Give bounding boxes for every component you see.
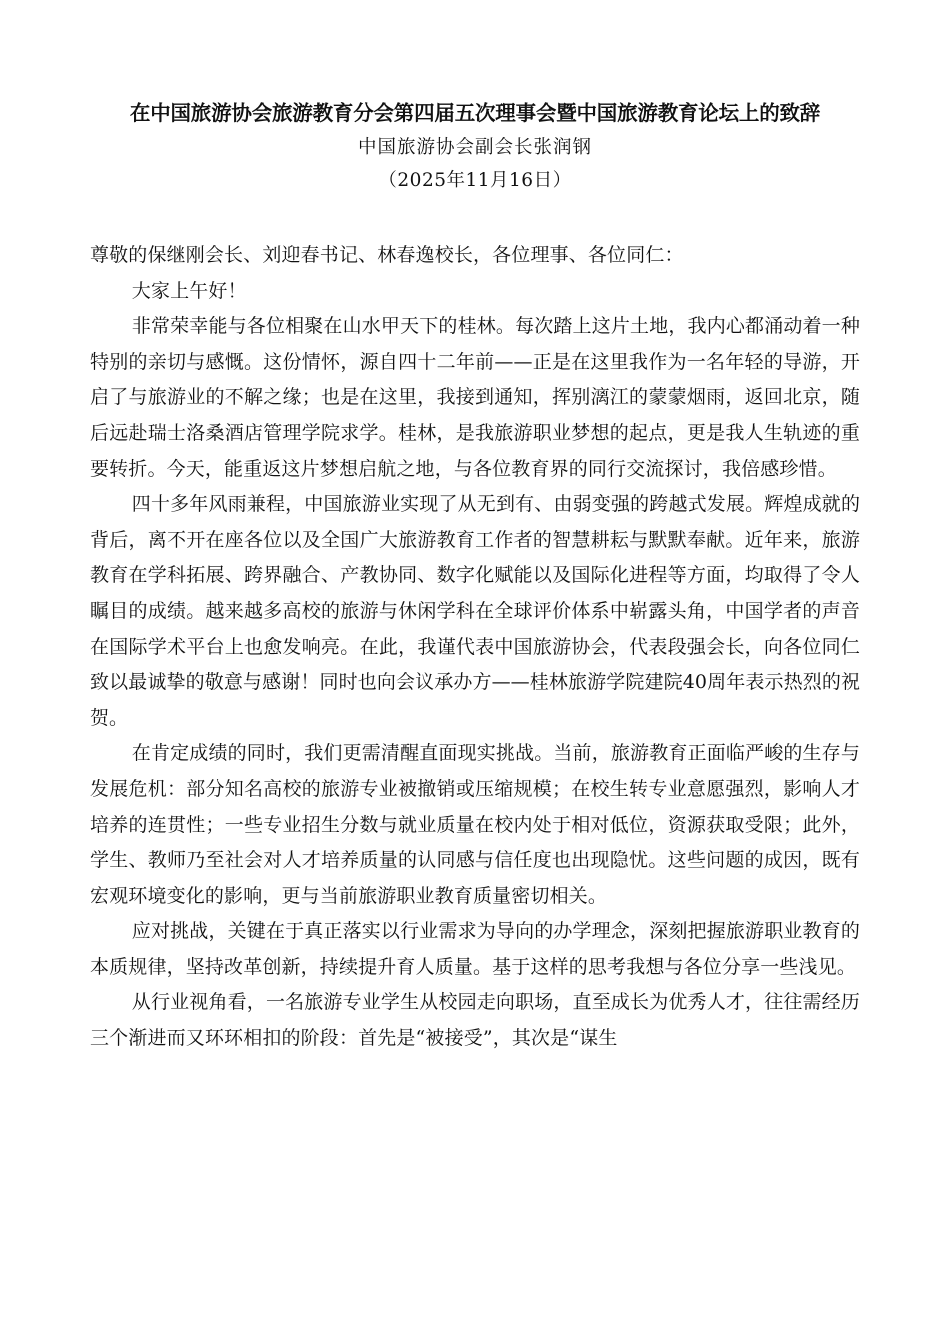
paragraph: 四十多年风雨兼程，中国旅游业实现了从无到有、由弱变强的跨越式发展。辉煌成就的背后，离不开在座各位以及全国广大旅游教育工作者的智慧耕耘与默默奉献。近年来，旅游教育在学科拓展、跨界融合、产教协同、数字化赋能以及国际化进程等方面，均取得了令人瞩目的成绩。越来越多高校的旅游与休闲学科在全球评价体系中崭露头角，中国学者的声音在国际学术平台上也愈发响亮。在此，我谨代表中国旅游协会，代表段强会长，向各位同仁致以最诚挚的敬意与感谢！同时也向会议承办方——桂林旅游学院建院40周年表示热烈的祝贺。 — [90, 493, 860, 729]
paragraph: 从行业视角看，一名旅游专业学生从校园走向职场，直至成长为优秀人才，往往需经历三个渐进而又环环相扣的阶段：首先是“被接受”，其次是“谋生 — [90, 991, 860, 1050]
paragraph: 非常荣幸能与各位相聚在山水甲天下的桂林。每次踏上这片土地，我内心都涌动着一种特别的亲切与感慨。这份情怀，源自四十二年前——正是在这里我作为一名年轻的导游，开启了与旅游业的不解之缘；也是在这里，我接到通知，挥别漓江的蒙蒙烟雨，返回北京，随后远赴瑞士洛桑酒店管理学院求学。桂林，是我旅游职业梦想的起点，更是我人生轨迹的重要转折。今天，能重返这片梦想启航之地，与各位教育界的同行交流探讨，我倍感珍惜。 — [90, 315, 860, 480]
document-body — [90, 238, 860, 1057]
speech-date: （2025年11月16日） — [378, 170, 572, 191]
paragraph: 应对挑战，关键在于真正落实以行业需求为导向的办学理念，深刻把握旅游职业教育的本质规律，坚持改革创新，持续提升育人质量。基于这样的思考我想与各位分享一些浅见。 — [90, 920, 860, 978]
salutation: 尊敬的保继刚会长、刘迎春书记、林春逸校长，各位理事、各位同仁： — [90, 244, 684, 266]
document-header — [0, 97, 950, 195]
document-title: 在中国旅游协会旅游教育分会第四届五次理事会暨中国旅游教育论坛上的致辞 — [129, 101, 821, 125]
speaker-line: 中国旅游协会副会长张润钢 — [357, 137, 592, 158]
paragraph: 在肯定成绩的同时，我们更需清醒直面现实挑战。当前，旅游教育正面临严峻的生存与发展危机：部分知名高校的旅游专业被撤销或压缩规模；在校生转专业意愿强烈，影响人才培养的连贯性；一些专业招生分数与就业质量在校内处于相对低位，资源获取受限；此外，学生、教师乃至社会对人才培养质量的认同感与信任度也出现隐忧。这些问题的成因，既有宏观环境变化的影响，更与当前旅游职业教育质量密切相关。 — [90, 742, 860, 907]
paragraph-greeting: 大家上午好！ — [131, 279, 247, 302]
